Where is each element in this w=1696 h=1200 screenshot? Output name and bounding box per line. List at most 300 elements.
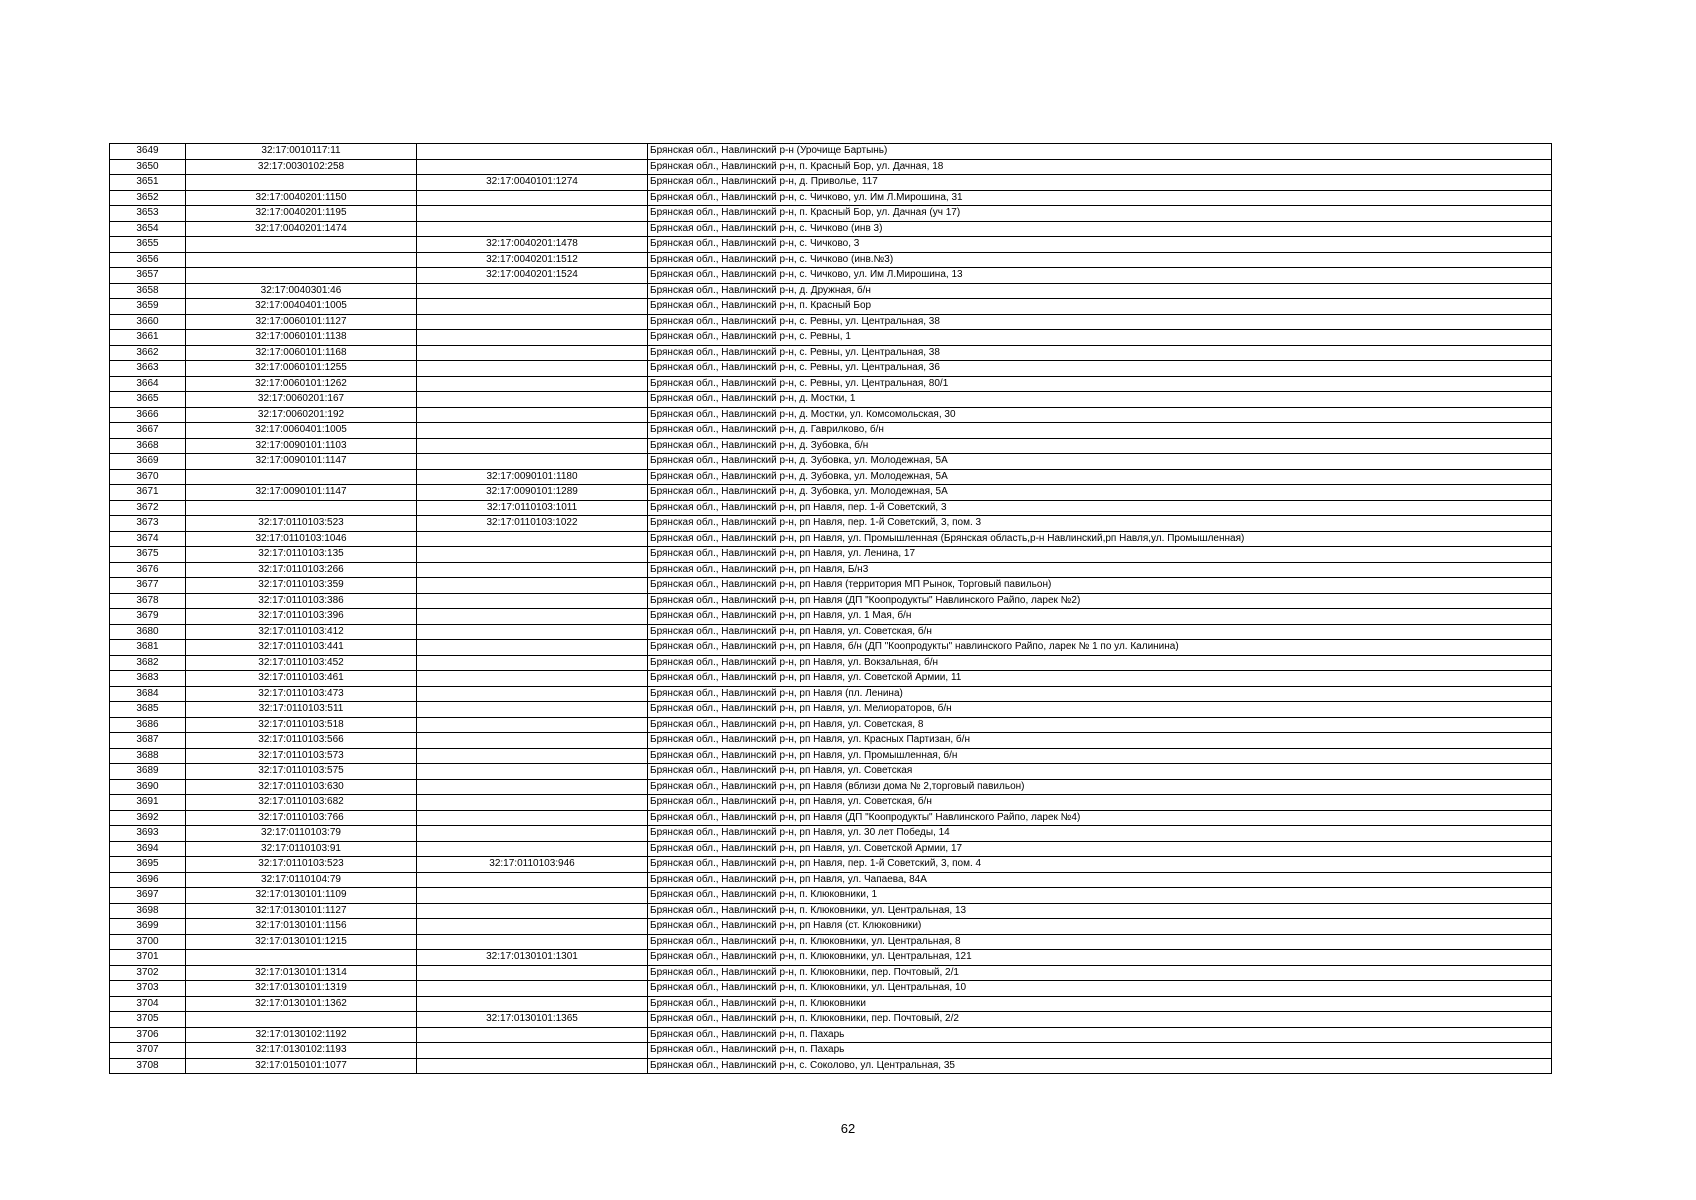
cadastral-number-cell: 32:17:0110103:461 [186,671,417,687]
row-number-cell: 3669 [110,454,186,470]
related-cadastral-number-cell [417,702,648,718]
address-cell: Брянская обл., Навлинский р-н, п. Пахарь [648,1043,1552,1059]
registry-table [109,143,1552,1074]
table-row [110,438,1552,454]
row-number-cell: 3701 [110,950,186,966]
related-cadastral-number-cell [417,438,648,454]
row-number-cell: 3663 [110,361,186,377]
address-cell: Брянская обл., Навлинский р-н, рп Навля, ул. Советской Армии, 17 [648,841,1552,857]
cadastral-number-cell: 32:17:0040201:1195 [186,206,417,222]
row-number-cell: 3656 [110,252,186,268]
row-number-cell: 3652 [110,190,186,206]
related-cadastral-number-cell [417,934,648,950]
cadastral-number-cell: 32:17:0130101:1314 [186,965,417,981]
row-number-cell: 3664 [110,376,186,392]
related-cadastral-number-cell [417,578,648,594]
cadastral-number-cell: 32:17:0110103:386 [186,593,417,609]
address-cell: Брянская обл., Навлинский р-н, п. Клюковники, 1 [648,888,1552,904]
table-row [110,640,1552,656]
table-row [110,376,1552,392]
related-cadastral-number-cell [417,299,648,315]
row-number-cell: 3685 [110,702,186,718]
address-cell: Брянская обл., Навлинский р-н, рп Навля, пер. 1-й Советский, 3 [648,500,1552,516]
address-cell: Брянская обл., Навлинский р-н, с. Ревны, ул. Центральная, 36 [648,361,1552,377]
related-cadastral-number-cell [417,841,648,857]
row-number-cell: 3696 [110,872,186,888]
address-cell: Брянская обл., Навлинский р-н, п. Клюковники, ул. Центральная, 10 [648,981,1552,997]
row-number-cell: 3668 [110,438,186,454]
table-row [110,531,1552,547]
related-cadastral-number-cell: 32:17:0040201:1524 [417,268,648,284]
row-number-cell: 3687 [110,733,186,749]
row-number-cell: 3666 [110,407,186,423]
address-cell: Брянская обл., Навлинский р-н, рп Навля, ул. Советской Армии, 11 [648,671,1552,687]
row-number-cell: 3677 [110,578,186,594]
row-number-cell: 3684 [110,686,186,702]
address-cell: Брянская обл., Навлинский р-н, д. Зубовка, ул. Молодежная, 5А [648,485,1552,501]
row-number-cell: 3657 [110,268,186,284]
address-cell: Брянская обл., Навлинский р-н, п. Клюковники, ул. Центральная, 8 [648,934,1552,950]
related-cadastral-number-cell: 32:17:0110103:1022 [417,516,648,532]
cadastral-number-cell: 32:17:0110103:91 [186,841,417,857]
cadastral-number-cell: 32:17:0130101:1362 [186,996,417,1012]
related-cadastral-number-cell [417,919,648,935]
related-cadastral-number-cell: 32:17:0130101:1301 [417,950,648,966]
cadastral-number-cell: 32:17:0130101:1109 [186,888,417,904]
row-number-cell: 3659 [110,299,186,315]
row-number-cell: 3692 [110,810,186,826]
cadastral-number-cell: 32:17:0110103:452 [186,655,417,671]
address-cell: Брянская обл., Навлинский р-н, рп Навля, ул. Советская [648,764,1552,780]
address-cell: Брянская обл., Навлинский р-н, рп Навля, ул. Красных Партизан, б/н [648,733,1552,749]
table-row [110,392,1552,408]
cadastral-number-cell [186,268,417,284]
row-number-cell: 3706 [110,1027,186,1043]
address-cell: Брянская обл., Навлинский р-н, рп Навля, пер. 1-й Советский, 3, пом. 4 [648,857,1552,873]
row-number-cell: 3654 [110,221,186,237]
table-row [110,206,1552,222]
related-cadastral-number-cell [417,1043,648,1059]
table-row [110,671,1552,687]
row-number-cell: 3682 [110,655,186,671]
related-cadastral-number-cell [417,903,648,919]
table-row [110,717,1552,733]
address-cell: Брянская обл., Навлинский р-н, с. Чичково (инв 3) [648,221,1552,237]
related-cadastral-number-cell [417,407,648,423]
row-number-cell: 3699 [110,919,186,935]
cadastral-number-cell: 32:17:0110103:518 [186,717,417,733]
table-row [110,779,1552,795]
table-row [110,593,1552,609]
table-row [110,485,1552,501]
address-cell: Брянская обл., Навлинский р-н, п. Красный Бор, ул. Дачная, 18 [648,159,1552,175]
cadastral-number-cell: 32:17:0060101:1168 [186,345,417,361]
cadastral-number-cell: 32:17:0060101:1255 [186,361,417,377]
table-row [110,299,1552,315]
related-cadastral-number-cell [417,159,648,175]
table-row [110,345,1552,361]
address-cell: Брянская обл., Навлинский р-н (Урочище Бартынь) [648,144,1552,160]
address-cell: Брянская обл., Навлинский р-н, рп Навля, ул. Мелиораторов, б/н [648,702,1552,718]
row-number-cell: 3695 [110,857,186,873]
table-row [110,547,1552,563]
cadastral-number-cell: 32:17:0130101:1127 [186,903,417,919]
cadastral-number-cell: 32:17:0090101:1103 [186,438,417,454]
row-number-cell: 3698 [110,903,186,919]
cadastral-number-cell: 32:17:0040201:1474 [186,221,417,237]
cadastral-number-cell: 32:17:0110103:473 [186,686,417,702]
table-row [110,686,1552,702]
cadastral-number-cell: 32:17:0110103:441 [186,640,417,656]
related-cadastral-number-cell [417,562,648,578]
related-cadastral-number-cell [417,888,648,904]
address-cell: Брянская обл., Навлинский р-н, с. Ревны, ул. Центральная, 38 [648,345,1552,361]
address-cell: Брянская обл., Навлинский р-н, с. Ревны, ул. Центральная, 38 [648,314,1552,330]
row-number-cell: 3661 [110,330,186,346]
table-row [110,934,1552,950]
related-cadastral-number-cell [417,454,648,470]
address-cell: Брянская обл., Навлинский р-н, рп Навля (пл. Ленина) [648,686,1552,702]
address-cell: Брянская обл., Навлинский р-н, с. Чичково, ул. Им Л.Мирошина, 13 [648,268,1552,284]
table-row [110,1043,1552,1059]
row-number-cell: 3686 [110,717,186,733]
related-cadastral-number-cell [417,376,648,392]
related-cadastral-number-cell [417,826,648,842]
cadastral-number-cell: 32:17:0060201:192 [186,407,417,423]
row-number-cell: 3676 [110,562,186,578]
related-cadastral-number-cell [417,981,648,997]
address-cell: Брянская обл., Навлинский р-н, с. Ревны, ул. Центральная, 80/1 [648,376,1552,392]
row-number-cell: 3662 [110,345,186,361]
row-number-cell: 3688 [110,748,186,764]
row-number-cell: 3702 [110,965,186,981]
related-cadastral-number-cell [417,314,648,330]
cadastral-number-cell: 32:17:0040201:1150 [186,190,417,206]
cadastral-number-cell: 32:17:0090101:1147 [186,454,417,470]
cadastral-number-cell: 32:17:0110103:511 [186,702,417,718]
table-row [110,702,1552,718]
address-cell: Брянская обл., Навлинский р-н, рп Навля (территория МП Рынок, Торговый павильон) [648,578,1552,594]
row-number-cell: 3673 [110,516,186,532]
cadastral-number-cell [186,237,417,253]
cadastral-number-cell: 32:17:0110103:412 [186,624,417,640]
cadastral-number-cell: 32:17:0110103:573 [186,748,417,764]
cadastral-number-cell: 32:17:0110103:575 [186,764,417,780]
related-cadastral-number-cell [417,640,648,656]
row-number-cell: 3653 [110,206,186,222]
related-cadastral-number-cell: 32:17:0040101:1274 [417,175,648,191]
table-row [110,996,1552,1012]
table-row [110,748,1552,764]
table-row [110,237,1552,253]
row-number-cell: 3650 [110,159,186,175]
address-cell: Брянская обл., Навлинский р-н, д. Зубовка, ул. Молодежная, 5А [648,454,1552,470]
row-number-cell: 3700 [110,934,186,950]
related-cadastral-number-cell: 32:17:0130101:1365 [417,1012,648,1028]
table-row [110,454,1552,470]
table-row [110,330,1552,346]
table-row [110,578,1552,594]
row-number-cell: 3670 [110,469,186,485]
address-cell: Брянская обл., Навлинский р-н, рп Навля (ДП "Коопродукты" Навлинского Райпо, ларек №4) [648,810,1552,826]
cadastral-number-cell: 32:17:0130102:1192 [186,1027,417,1043]
table-row [110,407,1552,423]
table-row [110,175,1552,191]
cadastral-number-cell: 32:17:0030102:258 [186,159,417,175]
table-row [110,1012,1552,1028]
related-cadastral-number-cell: 32:17:0040201:1478 [417,237,648,253]
row-number-cell: 3678 [110,593,186,609]
address-cell: Брянская обл., Навлинский р-н, рп Навля, Б/н3 [648,562,1552,578]
cadastral-number-cell [186,175,417,191]
table-row [110,252,1552,268]
related-cadastral-number-cell [417,996,648,1012]
related-cadastral-number-cell [417,392,648,408]
table-row [110,903,1552,919]
row-number-cell: 3693 [110,826,186,842]
table-row [110,826,1552,842]
row-number-cell: 3680 [110,624,186,640]
cadastral-number-cell: 32:17:0130101:1319 [186,981,417,997]
related-cadastral-number-cell [417,547,648,563]
address-cell: Брянская обл., Навлинский р-н, рп Навля, ул. Ленина, 17 [648,547,1552,563]
registry-table-body [110,144,1552,1074]
related-cadastral-number-cell [417,779,648,795]
related-cadastral-number-cell [417,748,648,764]
cadastral-number-cell: 32:17:0110103:682 [186,795,417,811]
related-cadastral-number-cell [417,733,648,749]
row-number-cell: 3665 [110,392,186,408]
related-cadastral-number-cell [417,686,648,702]
address-cell: Брянская обл., Навлинский р-н, рп Навля (ст. Клюковники) [648,919,1552,935]
related-cadastral-number-cell: 32:17:0040201:1512 [417,252,648,268]
table-row [110,500,1552,516]
address-cell: Брянская обл., Навлинский р-н, рп Навля (вблизи дома № 2,торговый павильон) [648,779,1552,795]
table-row [110,562,1552,578]
address-cell: Брянская обл., Навлинский р-н, п. Красный Бор [648,299,1552,315]
row-number-cell: 3675 [110,547,186,563]
table-row [110,516,1552,532]
table-row [110,159,1552,175]
row-number-cell: 3689 [110,764,186,780]
table-row [110,655,1552,671]
table-row [110,469,1552,485]
related-cadastral-number-cell [417,609,648,625]
cadastral-number-cell [186,469,417,485]
row-number-cell: 3690 [110,779,186,795]
table-row [110,872,1552,888]
table-row [110,950,1552,966]
row-number-cell: 3703 [110,981,186,997]
related-cadastral-number-cell [417,190,648,206]
cadastral-number-cell [186,500,417,516]
related-cadastral-number-cell [417,965,648,981]
related-cadastral-number-cell [417,593,648,609]
address-cell: Брянская обл., Навлинский р-н, рп Навля, ул. Вокзальная, б/н [648,655,1552,671]
address-cell: Брянская обл., Навлинский р-н, д. Зубовка, ул. Молодежная, 5А [648,469,1552,485]
address-cell: Брянская обл., Навлинский р-н, рп Навля, ул. Советская, б/н [648,624,1552,640]
table-row [110,221,1552,237]
cadastral-number-cell: 32:17:0040401:1005 [186,299,417,315]
row-number-cell: 3708 [110,1058,186,1074]
table-row [110,888,1552,904]
related-cadastral-number-cell [417,283,648,299]
cadastral-number-cell: 32:17:0010117:11 [186,144,417,160]
cadastral-number-cell: 32:17:0110103:79 [186,826,417,842]
cadastral-number-cell: 32:17:0040301:46 [186,283,417,299]
address-cell: Брянская обл., Навлинский р-н, с. Ревны, 1 [648,330,1552,346]
address-cell: Брянская обл., Навлинский р-н, рп Навля, ул. Чапаева, 84А [648,872,1552,888]
related-cadastral-number-cell [417,872,648,888]
related-cadastral-number-cell [417,717,648,733]
table-row [110,624,1552,640]
address-cell: Брянская обл., Навлинский р-н, д. Мостки, 1 [648,392,1552,408]
row-number-cell: 3672 [110,500,186,516]
cadastral-number-cell: 32:17:0110103:523 [186,516,417,532]
address-cell: Брянская обл., Навлинский р-н, п. Клюковники [648,996,1552,1012]
table-row [110,1027,1552,1043]
address-cell: Брянская обл., Навлинский р-н, п. Пахарь [648,1027,1552,1043]
related-cadastral-number-cell [417,221,648,237]
table-row [110,609,1552,625]
address-cell: Брянская обл., Навлинский р-н, п. Клюковники, пер. Почтовый, 2/1 [648,965,1552,981]
row-number-cell: 3707 [110,1043,186,1059]
address-cell: Брянская обл., Навлинский р-н, рп Навля, пер. 1-й Советский, 3, пом. 3 [648,516,1552,532]
row-number-cell: 3683 [110,671,186,687]
table-row [110,361,1552,377]
table-row [110,841,1552,857]
address-cell: Брянская обл., Навлинский р-н, рп Навля, ул. Промышленная, б/н [648,748,1552,764]
address-cell: Брянская обл., Навлинский р-н, рп Навля, б/н (ДП "Коопродукты" навлинского Райпо, ларек № 1 по ул. Калинина) [648,640,1552,656]
table-row [110,1058,1552,1074]
row-number-cell: 3651 [110,175,186,191]
row-number-cell: 3660 [110,314,186,330]
related-cadastral-number-cell [417,764,648,780]
address-cell: Брянская обл., Навлинский р-н, рп Навля, ул. Советская, 8 [648,717,1552,733]
table-row [110,144,1552,160]
cadastral-number-cell: 32:17:0130101:1215 [186,934,417,950]
address-cell: Брянская обл., Навлинский р-н, рп Навля, ул. 1 Мая, б/н [648,609,1552,625]
row-number-cell: 3681 [110,640,186,656]
address-cell: Брянская обл., Навлинский р-н, д. Приволье, 117 [648,175,1552,191]
cadastral-number-cell: 32:17:0060101:1138 [186,330,417,346]
table-row [110,810,1552,826]
address-cell: Брянская обл., Навлинский р-н, рп Навля, ул. Советская, б/н [648,795,1552,811]
table-row [110,268,1552,284]
cadastral-number-cell: 32:17:0110104:79 [186,872,417,888]
address-cell: Брянская обл., Навлинский р-н, рп Навля, ул. 30 лет Победы, 14 [648,826,1552,842]
address-cell: Брянская обл., Навлинский р-н, с. Чичково, ул. Им Л.Мирошина, 31 [648,190,1552,206]
related-cadastral-number-cell [417,671,648,687]
row-number-cell: 3679 [110,609,186,625]
cadastral-number-cell [186,1012,417,1028]
related-cadastral-number-cell [417,1058,648,1074]
cadastral-number-cell: 32:17:0060101:1262 [186,376,417,392]
cadastral-number-cell [186,252,417,268]
table-row [110,981,1552,997]
row-number-cell: 3694 [110,841,186,857]
related-cadastral-number-cell [417,810,648,826]
row-number-cell: 3704 [110,996,186,1012]
address-cell: Брянская обл., Навлинский р-н, п. Клюковники, пер. Почтовый, 2/2 [648,1012,1552,1028]
cadastral-number-cell: 32:17:0110103:1046 [186,531,417,547]
related-cadastral-number-cell [417,206,648,222]
related-cadastral-number-cell: 32:17:0090101:1180 [417,469,648,485]
cadastral-number-cell: 32:17:0110103:630 [186,779,417,795]
address-cell: Брянская обл., Навлинский р-н, с. Соколово, ул. Центральная, 35 [648,1058,1552,1074]
table-row [110,283,1552,299]
address-cell: Брянская обл., Навлинский р-н, п. Клюковники, ул. Центральная, 13 [648,903,1552,919]
row-number-cell: 3649 [110,144,186,160]
cadastral-number-cell: 32:17:0130102:1193 [186,1043,417,1059]
table-row [110,857,1552,873]
cadastral-number-cell: 32:17:0060401:1005 [186,423,417,439]
cadastral-number-cell: 32:17:0110103:766 [186,810,417,826]
row-number-cell: 3691 [110,795,186,811]
row-number-cell: 3705 [110,1012,186,1028]
related-cadastral-number-cell [417,144,648,160]
address-cell: Брянская обл., Навлинский р-н, д. Дружная, б/н [648,283,1552,299]
cadastral-number-cell: 32:17:0110103:566 [186,733,417,749]
address-cell: Брянская обл., Навлинский р-н, д. Гаврилково, б/н [648,423,1552,439]
related-cadastral-number-cell [417,423,648,439]
cadastral-number-cell: 32:17:0060101:1127 [186,314,417,330]
page-number: 62 [840,1121,856,1136]
row-number-cell: 3667 [110,423,186,439]
address-cell: Брянская обл., Навлинский р-н, с. Чичково (инв.№3) [648,252,1552,268]
table-row [110,919,1552,935]
related-cadastral-number-cell [417,624,648,640]
related-cadastral-number-cell [417,1027,648,1043]
table-row [110,795,1552,811]
address-cell: Брянская обл., Навлинский р-н, рп Навля (ДП "Коопродукты" Навлинского Райпо, ларек №2) [648,593,1552,609]
related-cadastral-number-cell [417,795,648,811]
address-cell: Брянская обл., Навлинский р-н, с. Чичково, 3 [648,237,1552,253]
related-cadastral-number-cell: 32:17:0110103:946 [417,857,648,873]
row-number-cell: 3674 [110,531,186,547]
cadastral-number-cell: 32:17:0110103:396 [186,609,417,625]
table-row [110,733,1552,749]
cadastral-number-cell: 32:17:0110103:359 [186,578,417,594]
related-cadastral-number-cell [417,531,648,547]
cadastral-number-cell: 32:17:0110103:266 [186,562,417,578]
row-number-cell: 3658 [110,283,186,299]
address-cell: Брянская обл., Навлинский р-н, п. Клюковники, ул. Центральная, 121 [648,950,1552,966]
table-row [110,764,1552,780]
table-row [110,190,1552,206]
address-cell: Брянская обл., Навлинский р-н, рп Навля, ул. Промышленная (Брянская область,р-н Навлинский,рп Навля,ул. Промышленная) [648,531,1552,547]
address-cell: Брянская обл., Навлинский р-н, п. Красный Бор, ул. Дачная (уч 17) [648,206,1552,222]
row-number-cell: 3655 [110,237,186,253]
related-cadastral-number-cell: 32:17:0110103:1011 [417,500,648,516]
table-row [110,314,1552,330]
table-row [110,965,1552,981]
related-cadastral-number-cell [417,330,648,346]
cadastral-number-cell: 32:17:0090101:1147 [186,485,417,501]
related-cadastral-number-cell [417,655,648,671]
cadastral-number-cell: 32:17:0130101:1156 [186,919,417,935]
related-cadastral-number-cell: 32:17:0090101:1289 [417,485,648,501]
cadastral-number-cell: 32:17:0150101:1077 [186,1058,417,1074]
cadastral-number-cell: 32:17:0060201:167 [186,392,417,408]
table-row [110,423,1552,439]
related-cadastral-number-cell [417,361,648,377]
cadastral-number-cell [186,950,417,966]
row-number-cell: 3697 [110,888,186,904]
address-cell: Брянская обл., Навлинский р-н, д. Зубовка, б/н [648,438,1552,454]
cadastral-number-cell: 32:17:0110103:135 [186,547,417,563]
cadastral-number-cell: 32:17:0110103:523 [186,857,417,873]
